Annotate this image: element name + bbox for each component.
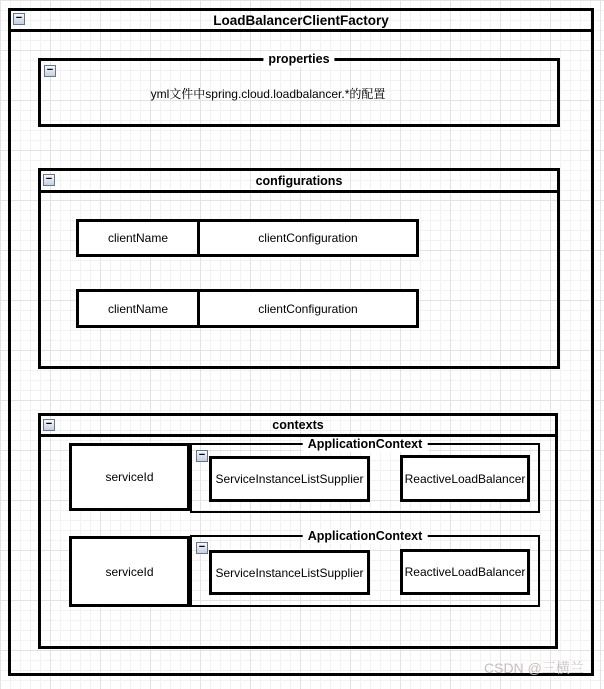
properties-content: yml文件中spring.cloud.loadbalancer.*的配置 xyxy=(150,87,386,101)
contexts-header xyxy=(41,416,555,437)
contexts-title: contexts xyxy=(272,418,324,432)
watermark: CSDN @三横兰 xyxy=(484,660,584,676)
collapse-icon[interactable]: − xyxy=(43,419,55,431)
service-instance-list-supplier-box: ServiceInstanceListSupplier xyxy=(209,550,370,595)
configuration-row xyxy=(76,289,419,328)
application-context-frame xyxy=(190,437,540,513)
application-context-title: ApplicationContext xyxy=(303,529,428,544)
reactive-load-balancer-box: ReactiveLoadBalancer xyxy=(400,455,530,502)
service-id-box: serviceId xyxy=(69,536,190,607)
properties-title: properties xyxy=(263,52,334,67)
collapse-icon[interactable]: − xyxy=(43,174,55,186)
factory-header xyxy=(11,11,591,32)
collapse-icon[interactable]: − xyxy=(13,13,25,25)
application-context-frame xyxy=(190,529,540,607)
configurations-container xyxy=(38,168,560,369)
configurations-header xyxy=(41,171,557,193)
client-configuration-cell: clientConfiguration xyxy=(197,292,416,325)
reactive-load-balancer-box: ReactiveLoadBalancer xyxy=(400,549,530,595)
client-name-cell: clientName xyxy=(107,231,169,245)
configurations-title: configurations xyxy=(255,173,343,188)
client-configuration-cell: clientConfiguration xyxy=(197,222,416,254)
loadbalancer-client-factory-container xyxy=(8,8,594,676)
contexts-container xyxy=(38,413,558,649)
client-name-cell: clientName xyxy=(107,301,169,316)
application-context-title: ApplicationContext xyxy=(303,437,428,452)
configuration-row xyxy=(76,219,419,257)
collapse-icon[interactable]: − xyxy=(44,65,56,77)
collapse-icon[interactable]: − xyxy=(196,450,208,462)
collapse-icon[interactable]: − xyxy=(196,542,208,554)
service-instance-list-supplier-box: ServiceInstanceListSupplier xyxy=(209,456,370,502)
service-id-box: serviceId xyxy=(69,443,190,511)
properties-frame xyxy=(38,52,560,127)
factory-title: LoadBalancerClientFactory xyxy=(213,12,389,28)
